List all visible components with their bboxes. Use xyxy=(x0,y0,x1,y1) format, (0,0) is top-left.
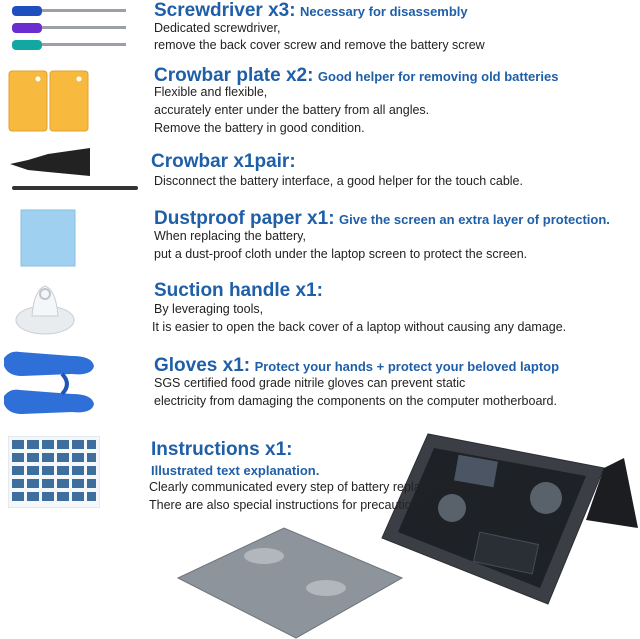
suction-cup-icon xyxy=(14,280,76,336)
item-title: Gloves x1: Protect your hands + protect your beloved laptop xyxy=(154,355,560,376)
item-description-line: Dedicated screwdriver, xyxy=(154,21,281,35)
item-title: Dustproof paper x1: Give the screen an extra layer of protection. xyxy=(154,208,610,229)
item-title: Crowbar x1pair: xyxy=(151,151,296,172)
item-description-line: By leveraging tools, xyxy=(154,302,264,316)
item-description-line: SGS certified food grade nitrile gloves can prevent static xyxy=(154,376,466,390)
item-description-line: Remove the battery in good condition. xyxy=(154,121,365,135)
gloves-icon xyxy=(2,348,96,420)
item-description-line: remove the back cover screw and remove the battery screw xyxy=(154,38,485,52)
item-description-line: Disconnect the battery interface, a good helper for the touch cable. xyxy=(154,174,523,188)
item-description-line: When replacing the battery, xyxy=(154,229,306,243)
item-description-line: Flexible and flexible, xyxy=(154,85,268,99)
item-description-line: There are also special instructions for precautions. xyxy=(149,498,429,512)
item-description-line: It is easier to open the back cover of a laptop without causing any damage. xyxy=(152,320,567,334)
item-title: Suction handle x1: xyxy=(154,280,323,301)
instructions-sheet-icon xyxy=(8,436,100,508)
item-title: Instructions x1: xyxy=(151,439,293,460)
pry-tool-icon xyxy=(8,146,140,196)
item-description-line: accurately enter under the battery from all angles. xyxy=(154,103,430,117)
dust-cloth-icon xyxy=(20,209,76,267)
item-description-line: put a dust-proof cloth under the laptop screen to protect the screen. xyxy=(154,247,528,261)
item-subtitle: Illustrated text explanation. xyxy=(151,463,320,478)
item-title: Screwdriver x3: Necessary for disassembly xyxy=(154,0,468,21)
item-description-line: Clearly communicated every step of battery replacement xyxy=(149,480,462,494)
item-description-line: electricity from damaging the components on the computer motherboard. xyxy=(154,394,557,408)
screwdriver-icon xyxy=(6,2,131,54)
pry-card-icon xyxy=(8,70,90,132)
item-title: Crowbar plate x2: Good helper for removing old batteries xyxy=(154,65,559,86)
